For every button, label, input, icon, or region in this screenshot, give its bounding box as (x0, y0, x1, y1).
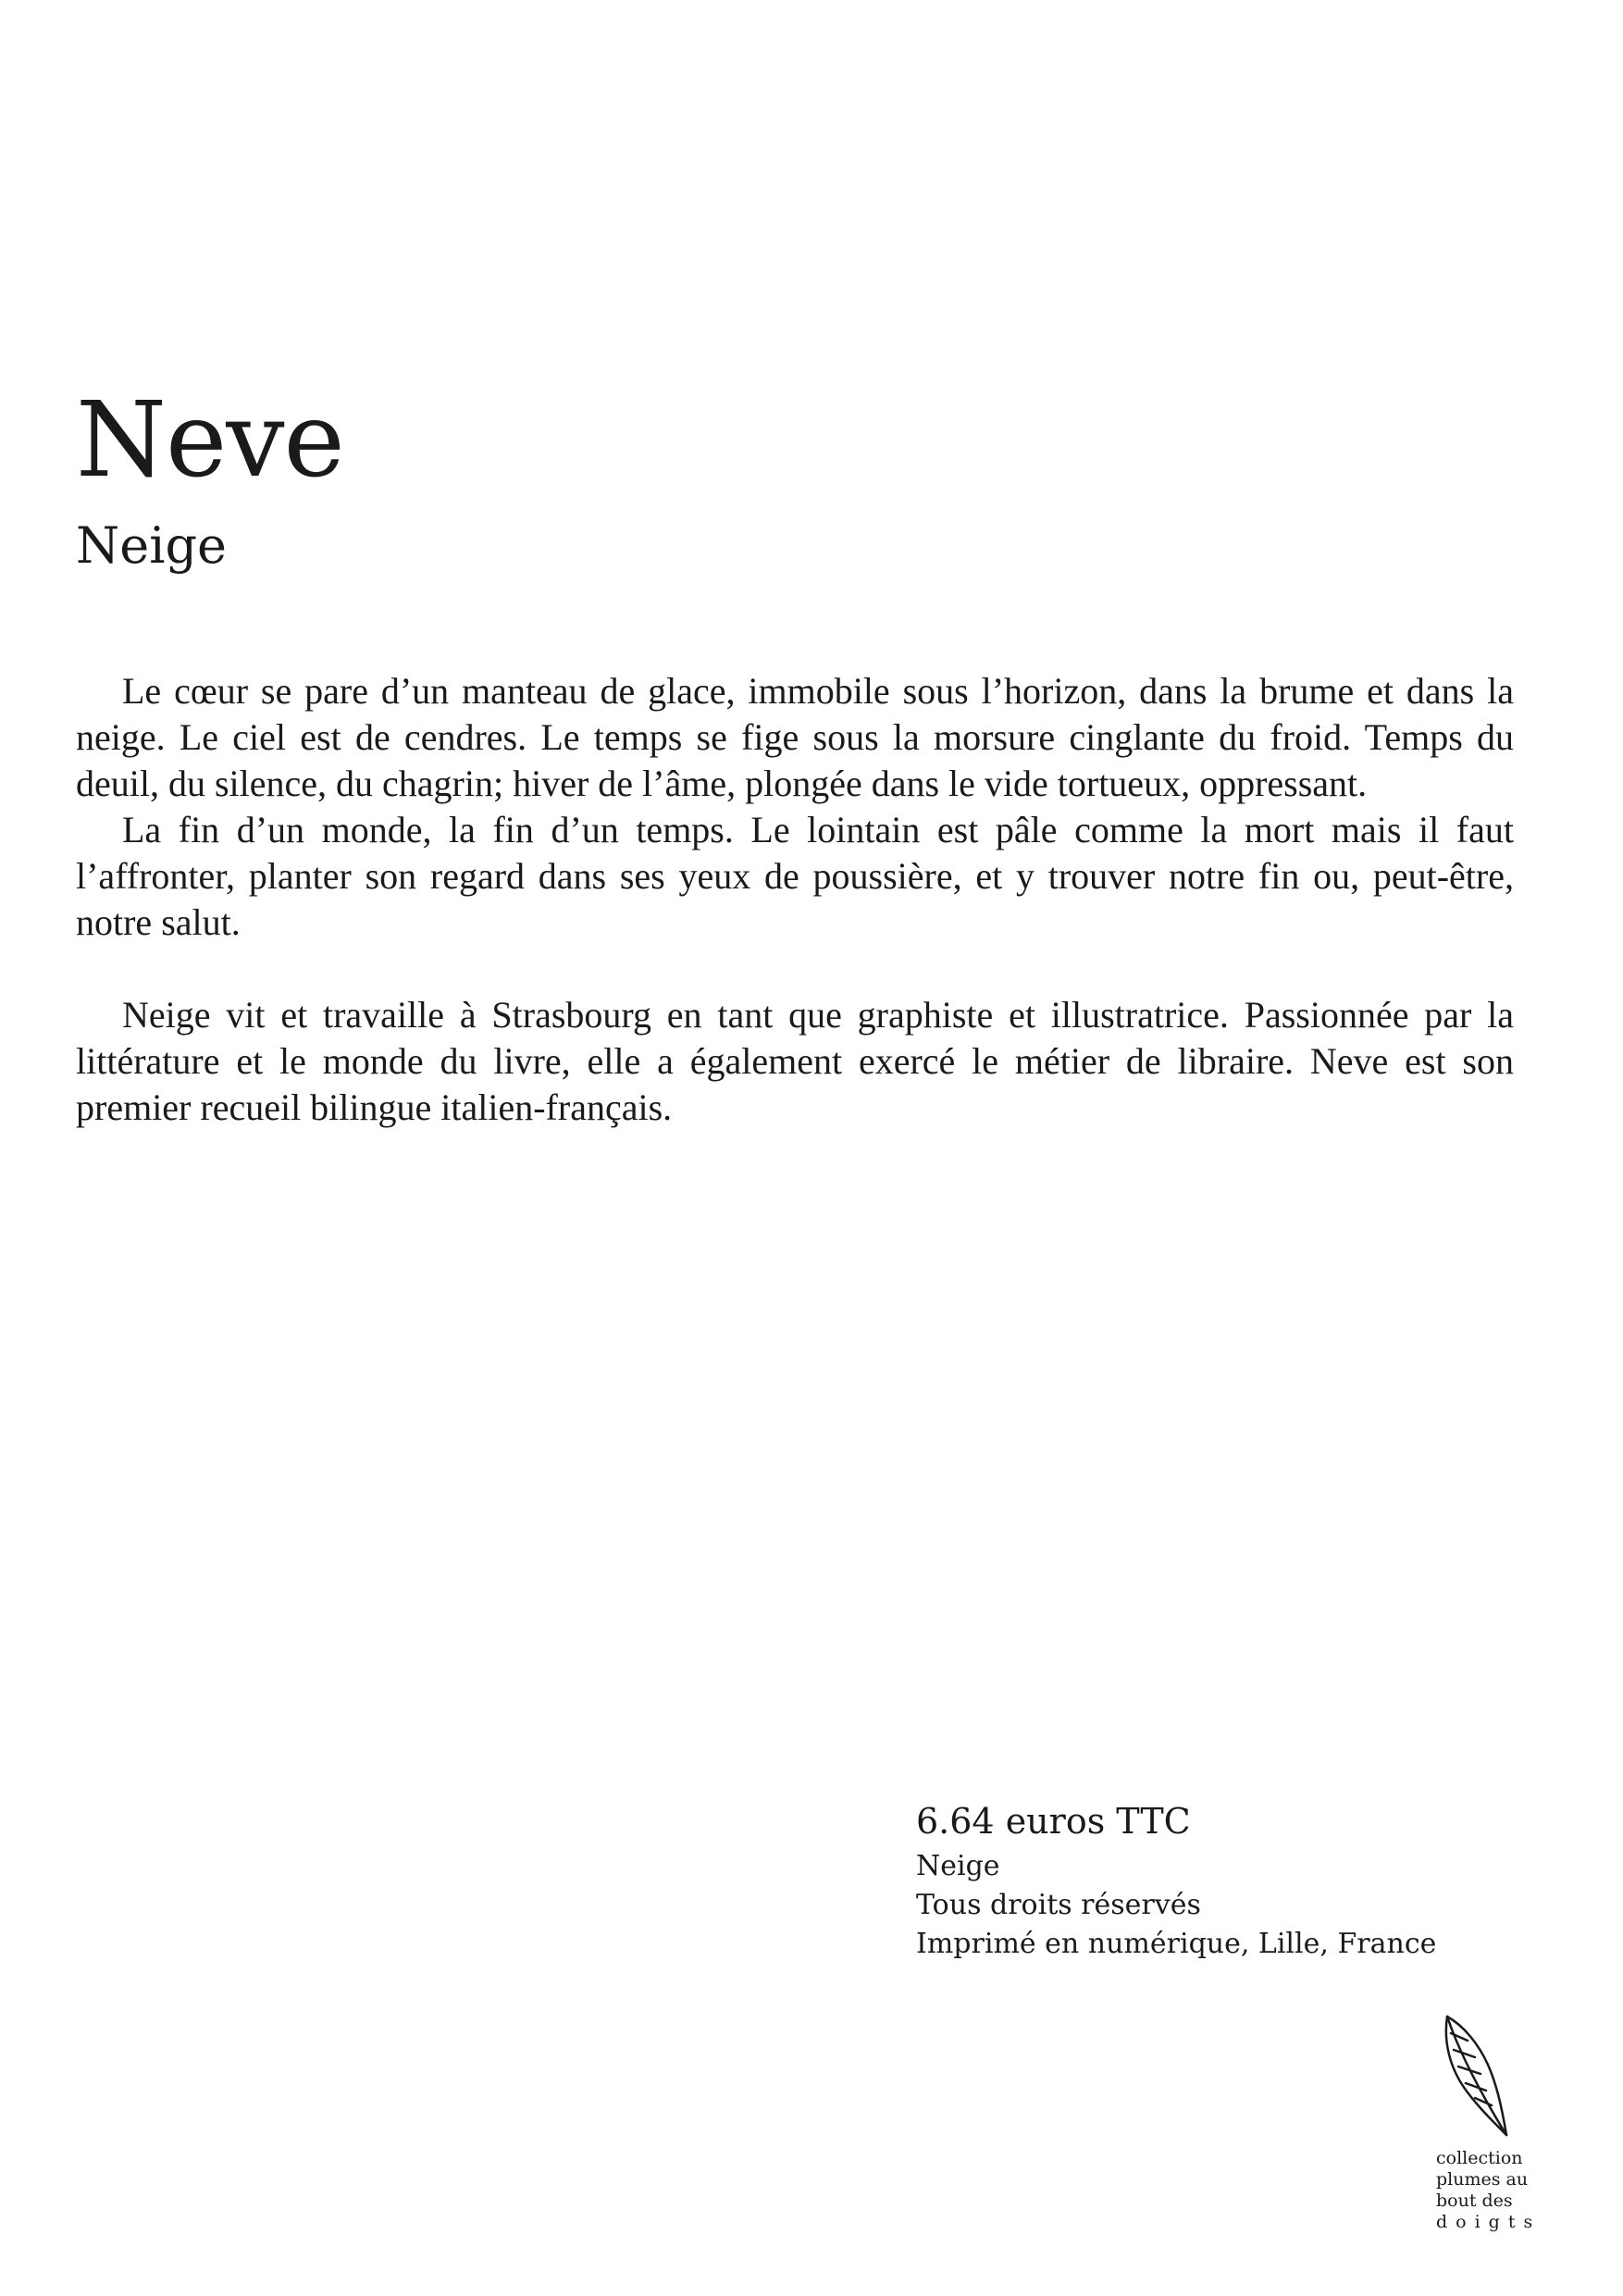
colophon-author: Neige (916, 1850, 1000, 1882)
logo-text-line: collection (1436, 2148, 1523, 2168)
book-title: Neve (76, 380, 344, 501)
blurb (76, 668, 1514, 1131)
logo-text-line: bout des (1436, 2191, 1513, 2211)
rights-notice: Tous droits réservés (916, 1889, 1201, 1921)
publisher-logo (1406, 2013, 1542, 2233)
logo-text-line: doigts (1436, 2212, 1542, 2232)
colophon (916, 1795, 1436, 1964)
logo-text-line: plumes au (1436, 2169, 1529, 2190)
author-bio: Neige vit et travaille à Strasbourg en tant que graphiste et illustratrice. Passionnée par la littérature et le monde du livre, elle a également exercé le métier de libraire. Neve est son premier recueil bilingue italien-français. (76, 994, 1514, 1128)
blurb-paragraph: La fin d’un monde, la fin d’un temps. Le lointain est pâle comme la mort mais il faut l’affronter, planter son regard dans ses yeux de poussière, et y trouver notre fin ou, peut-être, notre salut. (76, 809, 1514, 943)
price: 6.64 euros TTC (916, 1801, 1191, 1842)
printing-info: Imprimé en numérique, Lille, France (916, 1928, 1437, 1960)
blurb-paragraph: Le cœur se pare d’un manteau de glace, immobile sous l’horizon, dans la brume et dans la neige. Le ciel est de cendres. Le temps se fige sous la morsure cinglante du froid. Temps du deuil, du silence, du chagrin; hiver de l’âme, plongée dans le vide tortueux, oppressant. (76, 670, 1514, 804)
quill-feather-icon (1440, 2013, 1514, 2142)
author-name: Neige (76, 516, 228, 575)
